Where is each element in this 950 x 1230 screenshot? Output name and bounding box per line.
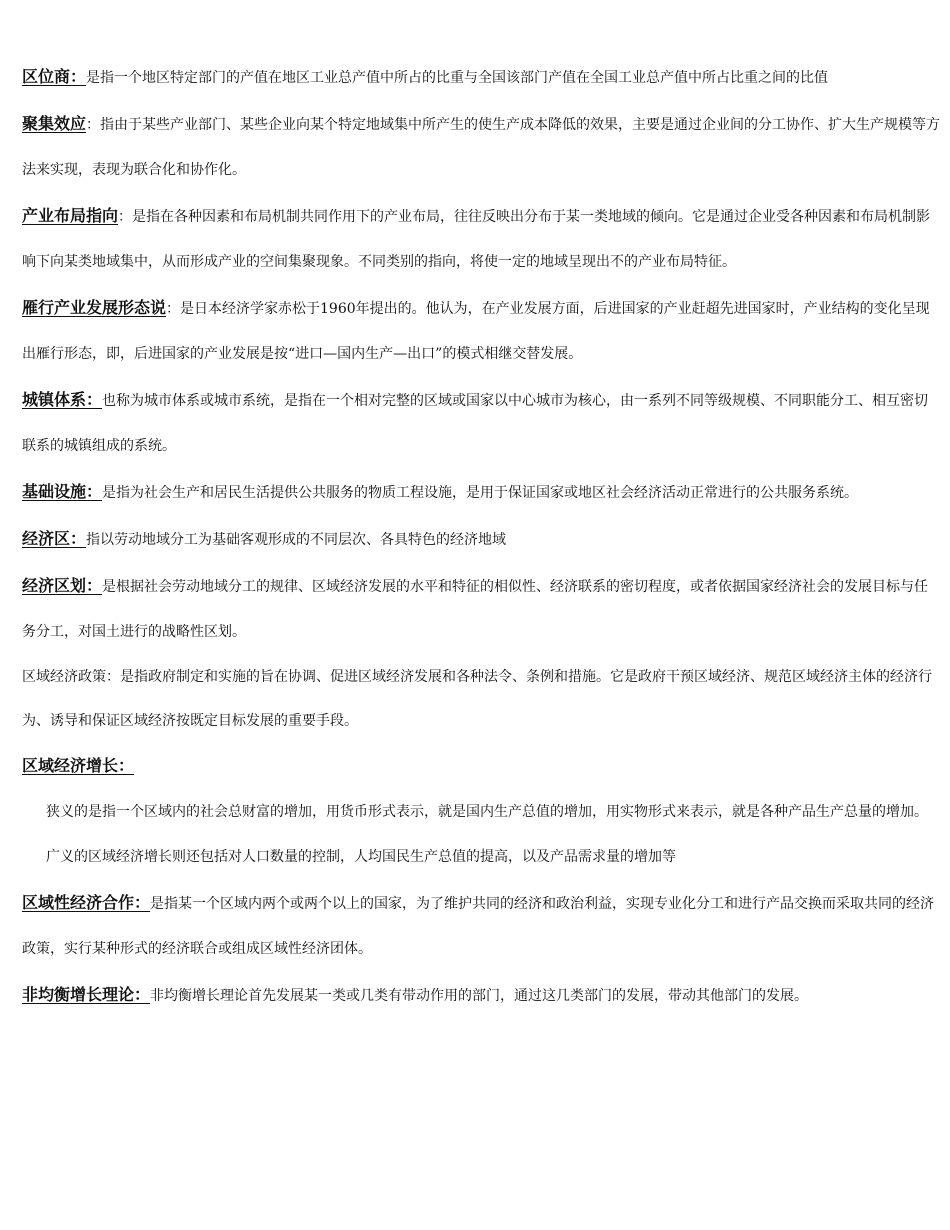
definition-text: 非均衡增长理论首先发展某一类或几类有带动作用的部门，通过这几类部门的发展，带动其他部门的发展。: [150, 988, 809, 1004]
definition-text: 指以劳动地域分工为基础客观形成的不同层次、各具特色的经济地域: [86, 532, 507, 548]
term-heading: 聚集效应: [22, 114, 87, 133]
definition-text: 是指某一个区域内两个或两个以上的国家，为了维护共同的经济和政治利益，实现专业化分工和进行产品交换而采取共同的经济政策，实行某种形式的经济联合或组成区域性经济团体。: [22, 896, 935, 957]
definition-infrastructure: [22, 469, 940, 516]
definition-text: 是指一个地区特定部门的产值在地区工业总产值中所占的比重与全国该部门产值在全国工业总产值中所占比重之间的比值: [86, 70, 829, 86]
definition-urban-system: [22, 377, 940, 469]
definition-economic-region: [22, 516, 940, 563]
definition-text: 是指为社会生产和居民生活提供公共服务的物质工程设施，是用于保证国家或地区社会经济活动正常进行的公共服务系统。: [102, 485, 859, 501]
definition-flying-geese: [22, 285, 940, 377]
term-heading: 非均衡增长理论：: [22, 985, 151, 1004]
definition-industrial-layout-orientation: [22, 193, 940, 285]
definition-text: ：指由于某些产业部门、某些企业向某个特定地域集中所产生的使生产成本降低的效果，主要是通过企业间的分工协作、扩大生产规模等方法来实现，表现为联合化和协作化。: [22, 117, 941, 178]
term-heading: 城镇体系：: [22, 390, 103, 409]
definition-regional-economic-policy: 区域经济政策：是指政府制定和实施的旨在协调、促进区域经济发展和各种法令、条例和措施。它是政府干预区域经济、规范区域经济主体的经济行为、诱导和保证区域经济按既定目标发展的重要手段。: [22, 669, 932, 729]
growth-broad-paragraph: 广义的区域经济增长则还包括对人口数量的控制，人均国民生产总值的提高，以及产品需求量的增加等: [46, 849, 676, 865]
definition-text: 也称为城市体系或城市系统，是指在一个相对完整的区域或国家以中心城市为核心，由一系列不同等级规模、不同职能分工、相互密切联系的城镇组成的系统。: [22, 393, 929, 454]
definition-text: ：是指在各种因素和布局机制共同作用下的产业布局，往往反映出分布于某一类地域的倾向。它是通过企业受各种因素和布局机制影响下向某类地域集中，从而形成产业的空间集聚现象。不同类别的指向，将使一定的地域呈现出不的产业布局特征。: [22, 209, 931, 270]
definition-agglomeration-effect: [22, 101, 940, 193]
document-page: [22, 54, 940, 1019]
term-heading: 经济区：: [22, 529, 87, 548]
definition-location-quotient: [22, 54, 940, 101]
term-heading: 产业布局指向: [22, 206, 119, 225]
definition-text: ：是日本经济学家赤松于1960年提出的。他认为，在产业发展方面，后进国家的产业赶超先进国家时，产业结构的变化呈现出雁行形态，即，后进国家的产业发展是按“进口—国内生产—出口”的模式相继交替发展。: [22, 301, 930, 362]
term-heading: 区位商：: [22, 67, 87, 86]
growth-narrow-paragraph: 狭义的是指一个区域内的社会总财富的增加，用货币形式表示，就是国内生产总值的增加，用实物形式来表示，就是各种产品生产总量的增加。: [46, 804, 928, 820]
term-heading: 基础设施：: [22, 482, 103, 501]
definition-regional-cooperation: [22, 880, 940, 972]
term-heading: 区域性经济合作：: [22, 893, 151, 912]
term-heading: 区域经济增长：: [22, 756, 135, 775]
definition-unbalanced-growth: [22, 972, 940, 1019]
term-heading: 经济区划：: [22, 576, 103, 595]
section-heading-regional-growth: [22, 743, 940, 790]
definition-text: 是根据社会劳动地域分工的规律、区域经济发展的水平和特征的相似性、经济联系的密切程度，或者依据国家经济社会的发展目标与任务分工，对国土进行的战略性区划。: [22, 579, 929, 640]
definition-economic-regionalization: [22, 563, 940, 655]
term-heading: 雁行产业发展形态说: [22, 298, 167, 317]
